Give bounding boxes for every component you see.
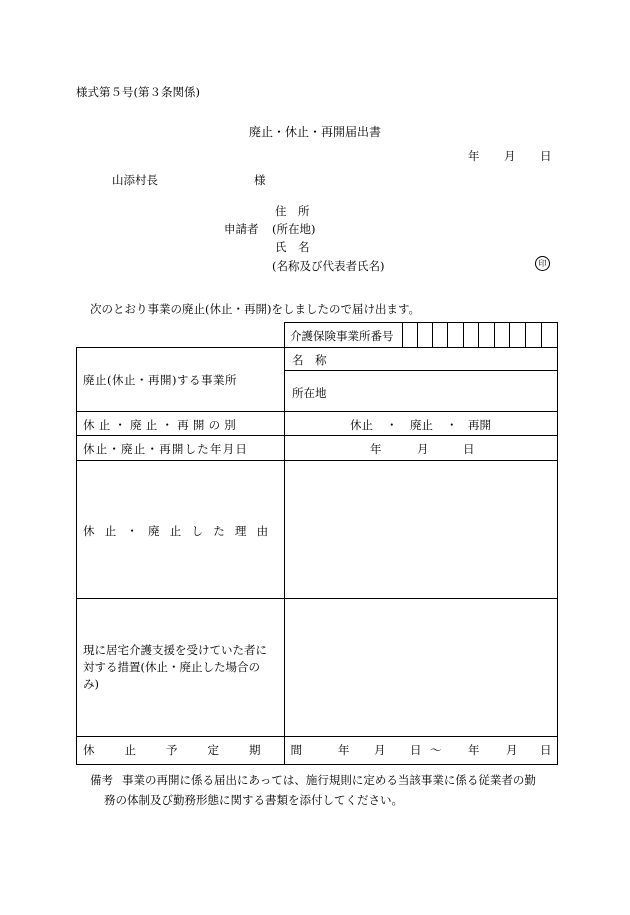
type-label: 休止・廃止・再開の別	[83, 418, 240, 432]
type-abolish: 廃止	[410, 418, 433, 432]
note-line-1: 事業の再開に係る届出にあっては、施行規則に定める当該事業に係る従業者の勤	[122, 773, 536, 787]
insurance-number-label: 介護保険事業所番号	[290, 329, 394, 343]
note-label: 備考	[90, 773, 113, 787]
seal-mark: 印	[535, 256, 550, 271]
period-tilde: ～	[430, 743, 442, 757]
type-sep-2: ・	[446, 418, 458, 432]
date-year: 年	[468, 149, 480, 163]
period-label: 休止予定期間	[83, 743, 332, 757]
date-value-year: 年	[370, 442, 382, 456]
date-value-day: 日	[463, 442, 475, 456]
applicant-label: 申請者	[224, 222, 259, 236]
note-line-2: 務の体制及び勤務形態に関する書類を添付してください。	[104, 793, 403, 807]
period-year-1: 年	[338, 743, 350, 757]
period-year-2: 年	[468, 743, 480, 757]
date-month: 月	[504, 149, 516, 163]
measures-label-1: 現に居宅介護支援を受けていた者に	[83, 643, 267, 657]
measures-label-2: 対する措置(休止・廃止した場合の	[83, 660, 260, 674]
reason-label: 休止・廃止した理由	[83, 524, 279, 538]
type-resume: 再開	[468, 418, 491, 432]
form-number: 様式第５号(第３条関係)	[76, 85, 200, 99]
office-label: 廃止(休止・再開)する事業所	[83, 373, 237, 387]
measures-label-3: み)	[83, 677, 99, 691]
type-suspend: 休止	[350, 418, 373, 432]
office-location-label: 所在地	[292, 386, 327, 400]
addressee: 山添村長	[112, 173, 158, 187]
document-title: 廃止・休止・再開届出書	[249, 125, 382, 139]
date-day: 日	[540, 149, 552, 163]
date-value-month: 月	[417, 442, 429, 456]
period-month-2: 月	[506, 743, 518, 757]
form-table	[76, 322, 558, 765]
period-month-1: 月	[374, 743, 386, 757]
period-day-1: 日	[410, 743, 422, 757]
type-sep-1: ・	[386, 418, 398, 432]
name-label: 氏 名	[275, 240, 310, 254]
office-name-label: 名 称	[292, 353, 327, 367]
honorific: 様	[254, 173, 266, 187]
representative-label: (名称及び代表者氏名)	[272, 259, 385, 273]
date-label: 休止・廃止・再開した年月日	[83, 442, 249, 456]
intro-text: 次のとおり事業の廃止(休止・再開)をしましたので届け出ます。	[90, 302, 421, 316]
period-day-2: 日	[540, 743, 552, 757]
location-label: (所在地)	[272, 222, 316, 236]
address-label: 住 所	[275, 204, 310, 218]
